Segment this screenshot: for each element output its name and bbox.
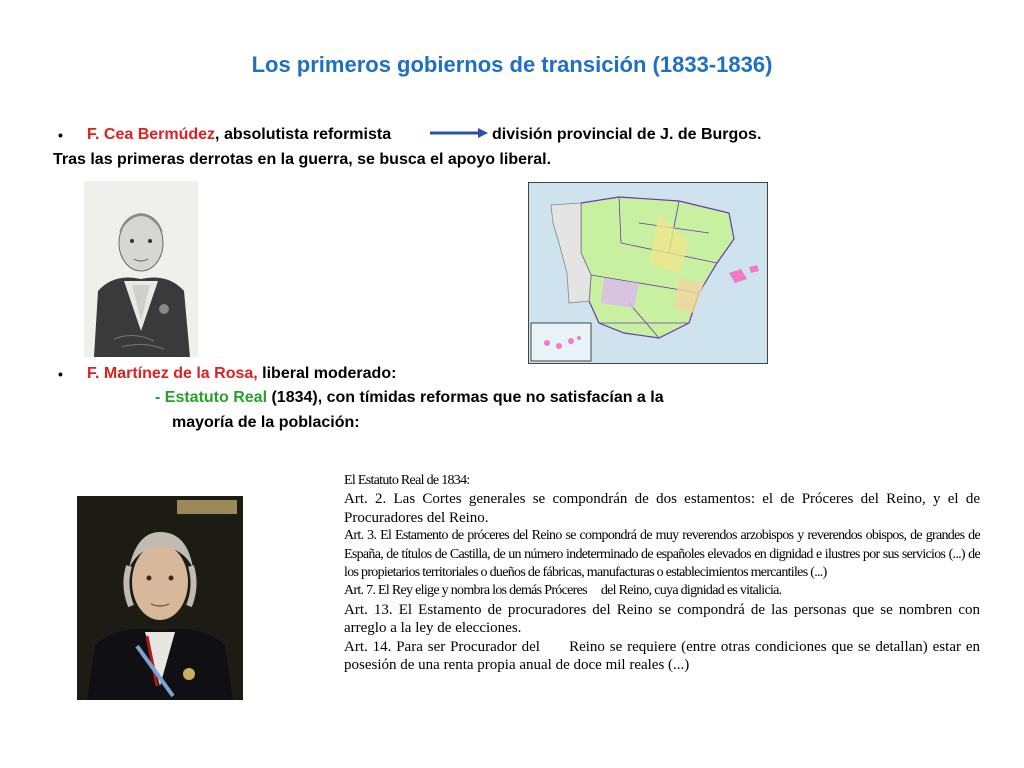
quote-heading: El Estatuto Real de 1834: [344,473,470,488]
quote-art-14a: Art. 14. Para ser Procurador del [344,638,540,655]
quote-art-13: Art. 13. El Estamento de procuradores del Reino se compondrá de las personas que se nombren con arreglo a la ley de elecciones. [344,601,980,637]
quote-art-3: Art. 3. El Estamento de próceres del Reino se compondrá de muy reverendos arzobispos y reverendos obispos, de grandes de España, de títulos de Castilla, de un número indeterminado de españoles elevados en dignidad e ilustres por sus servicios (...) de los propietarios territoriales o dueños de fábricas, manufacturas o establecimientos mercantiles (...) [344,528,980,581]
cea-bermudez-line [87,126,391,144]
martinez-rosa-desc: liberal moderado: [257,365,397,382]
bullet: • [58,127,63,143]
quote-art-7 [344,582,980,600]
estatuto-real-desc-2: mayoría de la población: [172,414,360,431]
estatuto-prefix: - [155,389,165,406]
arrow-right-icon [428,126,490,140]
quote-art-7b: del Reino, cuya dignidad es vitalicia. [600,583,782,599]
followup-text: Tras las primeras derrotas en la guerra, se busca el apoyo liberal. [53,151,552,168]
martinez-rosa-line [87,365,396,383]
martinez-rosa-portrait [77,496,243,700]
spain-provinces-map [528,182,768,364]
cea-bermudez-desc: , absolutista reformista [215,126,392,143]
bullet: • [58,366,63,382]
quote-art-14 [344,638,980,675]
division-provincial-text: división provincial de J. de Burgos. [492,126,762,143]
quote-art-2: Art. 2. Las Cortes generales se compondrán de dos estamentos: el de Próceres del Reino, y el de Procuradores del Reino. [344,491,980,526]
slide-title: Los primeros gobiernos de transición (1833-1836) [251,52,773,77]
estatuto-real-desc: (1834), con tímidas reformas que no satisfacían a la [267,389,664,406]
cea-bermudez-portrait [84,181,198,357]
estatuto-real-name: Estatuto Real [164,389,268,406]
estatuto-real-line [155,389,664,407]
martinez-rosa-name: F. Martínez de la Rosa, [87,365,258,382]
estatuto-real-quote [344,472,980,674]
quote-art-14b: Reino se requiere (entre otras condiciones que se detallan) estar en posesión de una renta propia anual de doce mil reales (...) [344,638,980,674]
cea-bermudez-name: F. Cea Bermúdez [87,126,216,143]
quote-art-7a: Art. 7. El Rey elige y nombra los demás Próceres [344,583,587,599]
